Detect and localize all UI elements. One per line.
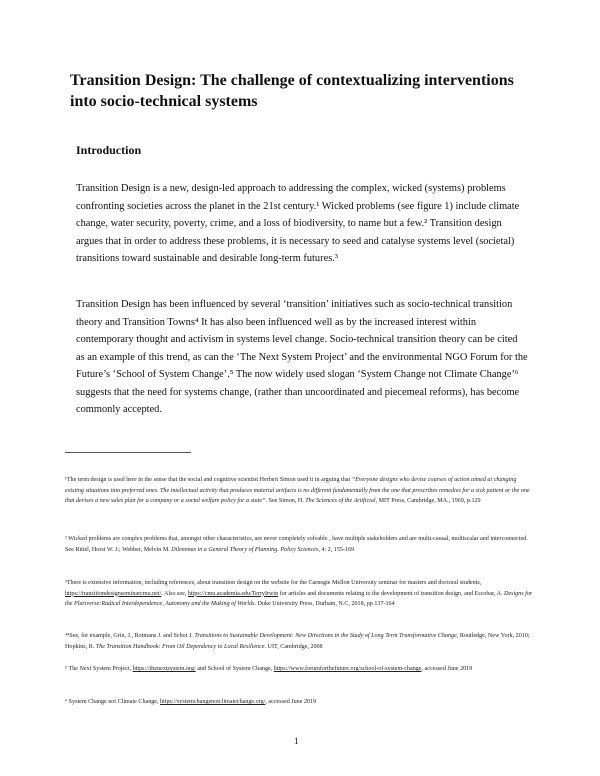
footnote-6-text-2: , accessed June 2019 (265, 699, 317, 705)
paper-title: Transition Design: The challenge of contextualizing interventions into socio-technical systems (70, 72, 514, 110)
footnote-4-book-title-1: Transitions to Sustainable Development: New Directions in the Study of Long Term Transformative Change (194, 633, 457, 639)
footnote-1-book-title: The Sciences of the Artificial (305, 498, 376, 504)
footnote-5 (65, 664, 535, 675)
footnote-2-text: ² Wicked problems are complex problems that, amongst other characteristics, are never completely solvable , have multiple stakeholders and are multi-causal, multiscalar and interconnected. See Rittel, Horst W. J.; Webber, Melvin M. (65, 536, 528, 553)
footnote-4 (65, 631, 535, 652)
footnote-2-text-2: . (277, 546, 281, 553)
footnote-3-text-2: . Also see, (161, 590, 188, 597)
footnote-1-quote: “Everyone designs who devise courses of action aimed at changing existing situations into preferred ones. The intellectual activity that produces material artifacts is no different fundamentally from the one that prescribes remedies for a sick patient or the one that devises a new sales plan for a company or a social welfare policy for a state” (65, 477, 530, 504)
footnote-divider (65, 452, 191, 453)
footnote-3-book-title: Designs for the Pluriverse:Radical Interdependence, Autonomy and the Making of Worlds (65, 590, 533, 607)
body-paragraph-1: Transition Design is a new, design-led approach to addressing the complex, wicked (systems) problems confronting societies across the planet in the 21st century.¹ Wicked problems (see figure 1) include climate change, water security, poverty, crime, and a loss of biodiversity, to name but a few.² Transition design argues that in order to address these problems, it is necessary to seed and catalyse systems level (societal) transitions toward sustainable and desirable long-term futures.³ (76, 183, 520, 264)
footnote-2-journal: Policy Sciences (280, 546, 319, 553)
footnote-4-text: ⁴⁴See, for example, Grin, J., Rotmans J. and Schot J. (65, 633, 195, 639)
footnote-4-book-title-2: The Transition Handbook: From Oil Dependency to Local Resilience (95, 643, 265, 650)
footnote-5-text-3: , accessed June 2019 (421, 666, 473, 672)
footnote-5-next-system-link[interactable]: https://thenextsystem.org/ (132, 666, 196, 672)
footnote-4-text-2: , Routledge, New York, 2010; Hopkins, R. (65, 633, 530, 650)
footnote-3 (65, 578, 535, 610)
footnote-1 (65, 475, 535, 507)
footnote-1-text-3: , MIT Press, Cambridge, MA., 1969, p.129 (375, 498, 481, 504)
page-number: 1 (294, 736, 299, 746)
footnote-1-text: ¹The term design is used here in the sense that the social and cognitive scientist Herbert Simon used it in arguing that (65, 477, 352, 483)
footnote-4-text-3: . UIT, Cambridge, 2008 (264, 643, 323, 650)
footnote-3-text: ³There is extensive information, including references, about transition design on the website for the Carnegie Mellon University seminar for masters and doctoral students, (65, 580, 482, 586)
footnote-2 (65, 534, 535, 555)
body-paragraph-2: Transition Design has been influenced by several ‘transition’ initiatives such as socio-technical transition theory and Transition Towns⁴ It has also been influenced well as by the increased interest within contemporary thought and activism in systems level change. Socio-technical transition theory can be cited as an example of this trend, as can the ‘The Next System Project’ and the environmental NGO Forum for the Future’s ‘School of System Change’.⁵ The now widely used slogan ‘System Change not Climate Change’⁶ suggests that the need for systems change, (rather than uncoordinated and piecemeal reforms), has become commonly accepted. (76, 299, 528, 415)
footnote-5-text-2: and School of System Change, (195, 666, 274, 672)
footnote-6 (65, 697, 535, 708)
footnote-3-text-4: . Duke University Press, Durham, N.C, 2018, pp.137-164 (254, 601, 395, 607)
footnote-5-text: ⁵ The Next System Project, (65, 666, 133, 672)
footnote-1-text-2: . See Simon, H. (265, 498, 306, 504)
footnote-6-link[interactable]: https://systemchangenotclimatechange.org/ (160, 699, 266, 705)
footnote-3-seminar-link[interactable]: https://transitiondesignseminarcmu.net/ (65, 590, 162, 597)
footnote-2-article-title: Dilemmas in a General Theory of Planning (171, 546, 278, 553)
footnote-6-text: ⁶ System Change not Climate Change, (65, 699, 161, 705)
footnote-5-forum-link[interactable]: https://www.forumforthefuture.org/school-of-system-change (273, 666, 422, 672)
footnote-3-text-3: for articles and documents relating to the development of transition design, and Escobar, A. (278, 590, 505, 597)
footnote-2-text-3: , 4: 2, 155-169 (318, 546, 355, 553)
footnote-3-academia-link[interactable]: https://cmu.academia.edu/TerryIrwin (187, 590, 279, 597)
section-heading-introduction: Introduction (76, 143, 142, 157)
